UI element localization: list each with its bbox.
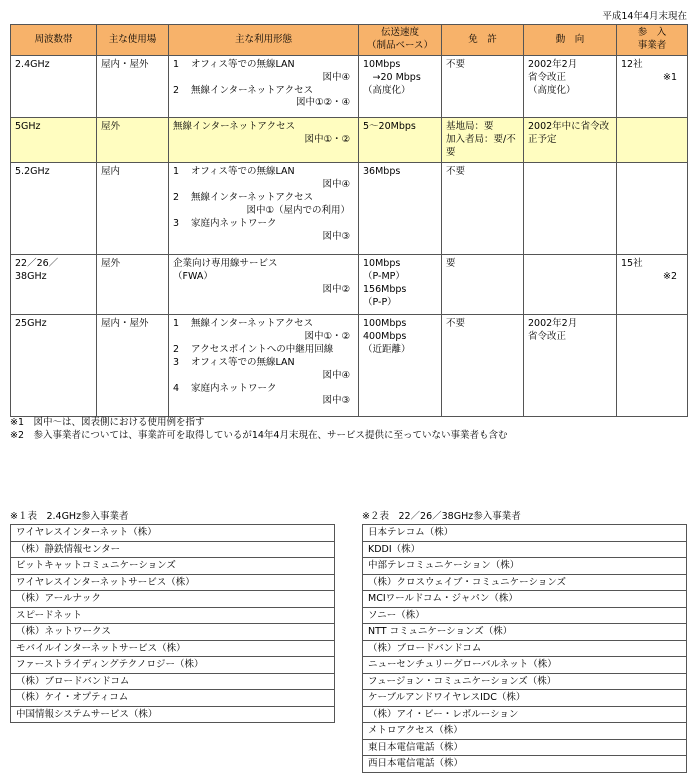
column-header: 主な使用場	[97, 25, 169, 56]
table-row	[11, 118, 688, 163]
usage-number: 1	[173, 318, 180, 330]
company-name: ワイヤレスインターネット（株）	[11, 525, 335, 542]
license-line: 不要	[446, 318, 466, 330]
license-cell	[442, 163, 524, 255]
speed-line: （近距離）	[363, 344, 411, 356]
usage-text: 無線インターネットアクセス	[191, 84, 314, 96]
trend-cell	[524, 118, 617, 163]
list-item	[363, 607, 687, 624]
speed-line: 10Mbps	[363, 59, 401, 70]
column-header: 動 向	[524, 25, 617, 56]
list-item	[11, 690, 335, 707]
entrants-cell	[617, 315, 688, 417]
list-item	[11, 541, 335, 558]
band-cell: 5GHz	[11, 118, 97, 163]
speed-line: 156Mbps	[363, 284, 407, 296]
list-item	[11, 525, 335, 542]
table-row	[11, 56, 688, 118]
license-cell	[442, 315, 524, 417]
usage-text: 家庭内ネットワーク	[191, 382, 277, 394]
company-name: （株）アイ・ビー・レボルーション	[363, 706, 687, 723]
entrants-table-22-26-38ghz-caption: ※２表 22／26／38GHz参入事業者	[362, 511, 521, 522]
usage-item	[173, 318, 354, 331]
usage-text: 無線インターネットアクセス	[191, 318, 314, 330]
trend-line: 正予定	[528, 133, 557, 145]
list-item	[11, 574, 335, 591]
usage-text: アクセスポイントへの中継用回線	[191, 344, 334, 356]
usage-item	[173, 383, 354, 396]
column-header: 伝送速度 （制品ベース）	[359, 25, 442, 56]
company-name: ビットキャットコミュニケーションズ	[11, 558, 335, 575]
usage-number: 1	[173, 59, 180, 70]
footnote-2: ※2 参入事業者については、事業許可を取得しているが14年4月末現在、サービス提供に至っていない事業者も含む	[10, 430, 508, 442]
table-header-row	[11, 25, 688, 56]
list-item	[363, 558, 687, 575]
figure-reference: 図中④	[322, 369, 350, 381]
speed-cell	[359, 255, 442, 315]
list-item	[363, 756, 687, 773]
trend-line: 省令改正	[528, 331, 567, 343]
usage-item	[173, 85, 354, 98]
usage-text: 家庭内ネットワーク	[191, 217, 277, 229]
list-item	[363, 706, 687, 723]
usage-cell	[169, 56, 359, 118]
speed-line: 36Mbps	[363, 166, 401, 178]
license-line: 加入者局：要/不要	[446, 133, 516, 158]
usage-number: 2	[173, 192, 180, 204]
speed-line: 400Mbps	[363, 331, 407, 343]
company-name: ファーストライディングテクノロジー（株）	[11, 657, 335, 674]
usage-text: 無線インターネットアクセス	[173, 121, 296, 132]
figure-reference: 図中①②・④	[295, 97, 350, 109]
usage-item	[173, 271, 354, 284]
company-name: （株）アールナック	[11, 591, 335, 608]
trend-cell	[524, 56, 617, 118]
list-item	[11, 558, 335, 575]
figure-reference: 図中②	[322, 284, 350, 296]
list-item	[11, 657, 335, 674]
usage-item	[173, 344, 354, 357]
company-name: KDDI（株）	[363, 541, 687, 558]
usage-text: オフィス等での無線LAN	[191, 59, 295, 70]
license-cell	[442, 255, 524, 315]
usage-text: オフィス等での無線LAN	[191, 356, 295, 368]
place-cell: 屋外	[97, 255, 169, 315]
figure-reference: 図中①・②	[304, 331, 350, 343]
usage-cell	[169, 255, 359, 315]
trend-line: 2002年2月	[528, 59, 578, 70]
company-name: 西日本電信電話（株）	[363, 756, 687, 773]
speed-cell	[359, 56, 442, 118]
list-item	[11, 673, 335, 690]
company-name: ワイヤレスインターネットサービス（株）	[11, 574, 335, 591]
entrants-note: ※2	[662, 271, 677, 283]
usage-text: オフィス等での無線LAN	[191, 166, 295, 178]
list-item	[363, 739, 687, 756]
trend-line: 2002年2月	[528, 318, 578, 330]
company-name: モバイルインターネットサービス（株）	[11, 640, 335, 657]
company-name: （株）ブロードバンドコム	[11, 673, 335, 690]
place-cell: 屋外	[97, 118, 169, 163]
band-cell: 22／26／ 38GHz	[11, 255, 97, 315]
usage-item	[173, 192, 354, 205]
usage-item	[173, 121, 354, 134]
usage-item	[173, 218, 354, 231]
trend-line: 省令改正	[528, 71, 567, 83]
list-item	[363, 591, 687, 608]
license-line: 要	[446, 258, 456, 270]
speed-line: （P-P）	[363, 296, 397, 308]
company-name: メトロアクセス（株）	[363, 723, 687, 740]
speed-line: （高度化）	[363, 84, 411, 96]
speed-line: 5～20Mbps	[363, 121, 416, 132]
footnotes	[10, 416, 507, 443]
trend-line: 2002年中に省令改	[528, 121, 610, 132]
speed-cell	[359, 315, 442, 417]
band-cell: 5.2GHz	[11, 163, 97, 255]
entrants-table-2-4ghz	[10, 508, 335, 723]
figure-reference: 図中③	[322, 230, 350, 242]
usage-cell	[169, 118, 359, 163]
figure-reference: 図中③	[322, 395, 350, 407]
usage-number: 3	[173, 356, 180, 368]
usage-number: 1	[173, 166, 180, 178]
list-item	[11, 640, 335, 657]
usage-item	[173, 59, 354, 72]
company-name: 東日本電信電話（株）	[363, 739, 687, 756]
trend-line: （高度化）	[528, 84, 576, 96]
entrants-table-2-4ghz-caption: ※１表 2.4GHz参入事業者	[10, 511, 129, 522]
entrants-cell	[617, 163, 688, 255]
trend-cell	[524, 255, 617, 315]
license-cell	[442, 118, 524, 163]
list-item	[11, 706, 335, 723]
company-name: （株）ブロードバンドコム	[363, 640, 687, 657]
place-cell: 屋内・屋外	[97, 56, 169, 118]
entrants-cell	[617, 118, 688, 163]
usage-item	[173, 258, 354, 271]
column-header: 免 許	[442, 25, 524, 56]
company-name: （株）静鉄情報センター	[11, 541, 335, 558]
speed-line: 10Mbps	[363, 258, 401, 270]
speed-cell	[359, 163, 442, 255]
band-cell: 2.4GHz	[11, 56, 97, 118]
frequency-band-table	[10, 24, 688, 417]
company-name: スピードネット	[11, 607, 335, 624]
speed-line: （P-MP）	[363, 271, 405, 283]
usage-item	[173, 357, 354, 370]
usage-number: 2	[173, 344, 180, 356]
trend-cell	[524, 315, 617, 417]
place-cell: 屋内・屋外	[97, 315, 169, 417]
column-header: 主な利用形態	[169, 25, 359, 56]
license-line: 不要	[446, 59, 466, 70]
entrants-cell	[617, 255, 688, 315]
company-name: 日本テレコム（株）	[363, 525, 687, 542]
company-name: （株）ネットワークス	[11, 624, 335, 641]
table-row	[11, 255, 688, 315]
usage-number: 2	[173, 84, 180, 96]
entrants-table-22-26-38ghz	[362, 508, 687, 773]
list-item	[363, 574, 687, 591]
list-item	[11, 624, 335, 641]
table-row	[11, 163, 688, 255]
company-name: （株）クロスウェイブ・コミュニケーションズ	[363, 574, 687, 591]
figure-reference: 図中①（屋内での利用）	[246, 204, 350, 216]
list-item	[363, 541, 687, 558]
list-item	[363, 525, 687, 542]
company-name: ソニー（株）	[363, 607, 687, 624]
usage-cell	[169, 163, 359, 255]
list-item	[11, 607, 335, 624]
list-item	[11, 591, 335, 608]
usage-item	[173, 166, 354, 179]
figure-reference: 図中①・②	[304, 133, 350, 145]
company-name: 中国情報システムサービス（株）	[11, 706, 335, 723]
list-item	[363, 723, 687, 740]
list-item	[363, 624, 687, 641]
company-name: ニューセンチュリーグローバルネット（株）	[363, 657, 687, 674]
entrants-cell	[617, 56, 688, 118]
list-item	[363, 640, 687, 657]
company-name: （株）ケイ・オプティコム	[11, 690, 335, 707]
entrants-note: ※1	[662, 71, 677, 83]
table-row	[11, 315, 688, 417]
usage-text: 企業向け専用線サービス	[173, 258, 278, 270]
usage-number: 3	[173, 217, 180, 229]
trend-cell	[524, 163, 617, 255]
license-line: 基地局：要	[446, 121, 494, 132]
usage-number: 4	[173, 382, 180, 394]
company-name: ケーブルアンドワイヤレスIDC（株）	[363, 690, 687, 707]
company-name: 中部テレコミュニケーション（株）	[363, 558, 687, 575]
column-header: 参 入 事業者	[617, 25, 688, 56]
speed-cell	[359, 118, 442, 163]
column-header: 周波数帯	[11, 25, 97, 56]
speed-line: →20 Mbps	[363, 71, 421, 83]
company-name: NTT コミュニケーションズ（株）	[363, 624, 687, 641]
place-cell: 屋内	[97, 163, 169, 255]
license-line: 不要	[446, 166, 466, 178]
usage-text: （FWA）	[173, 271, 213, 283]
list-item	[363, 657, 687, 674]
license-cell	[442, 56, 524, 118]
list-item	[363, 673, 687, 690]
figure-reference: 図中④	[322, 179, 350, 191]
company-name: MCIワールドコム・ジャパン（株）	[363, 591, 687, 608]
company-name: フュージョン・コミュニケーションズ（株）	[363, 673, 687, 690]
list-item	[363, 690, 687, 707]
speed-line: 100Mbps	[363, 318, 407, 330]
usage-cell	[169, 315, 359, 417]
figure-reference: 図中④	[322, 71, 350, 83]
band-cell: 25GHz	[11, 315, 97, 417]
usage-text: 無線インターネットアクセス	[191, 192, 314, 204]
footnote-1: ※1 図中～は、図表側における使用例を指す	[10, 417, 205, 428]
as-of-date: 平成14年4月末現在	[602, 11, 687, 22]
entrants-count: 12社	[621, 59, 643, 70]
entrants-count: 15社	[621, 258, 643, 270]
